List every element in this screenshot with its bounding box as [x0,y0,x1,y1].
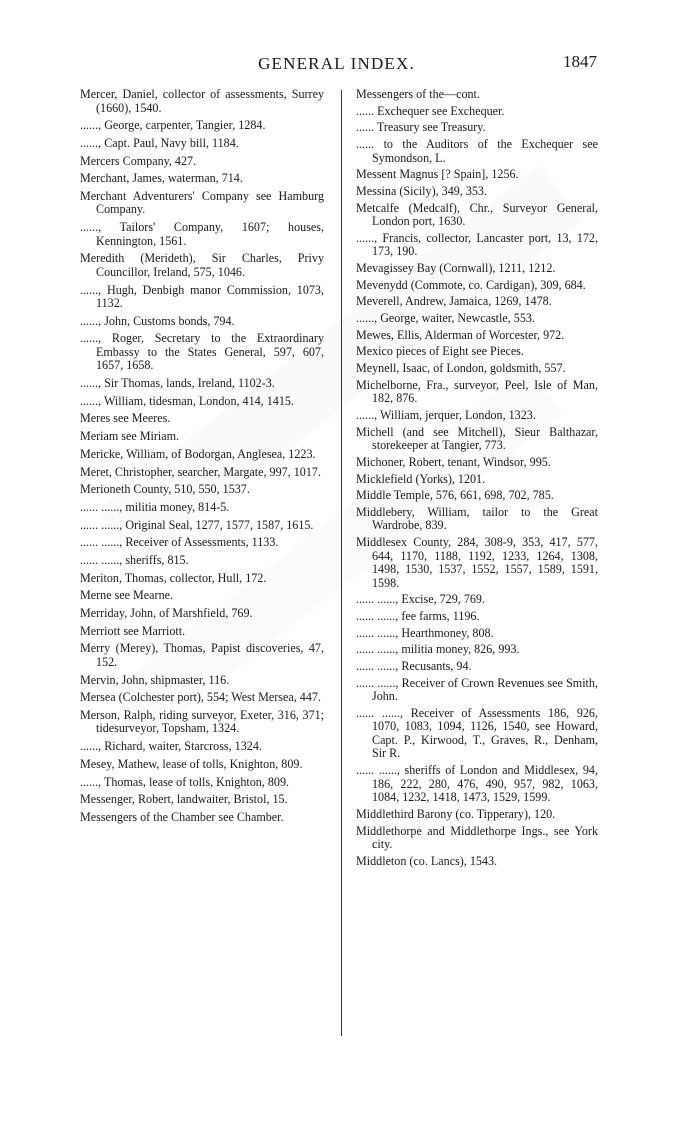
index-entry: Mewes, Ellis, Alderman of Worcester, 972. [356,327,565,342]
index-entry: ...... ......, militia money, 826, 993. [356,642,520,657]
index-entry: ......, Capt. Paul, Navy bill, 1184. [80,135,239,150]
index-entry: ......, George, carpenter, Tangier, 1284. [80,118,266,133]
index-entry: ...... ......, Excise, 729, 769. [356,592,485,607]
index-entry: Middle Temple, 576, 661, 698, 702, 785. [356,488,554,503]
index-entry: Merriday, John, of Marshfield, 769. [80,606,253,620]
index-entry: ...... ......, militia money, 814-5. [80,499,230,514]
index-entry: ...... ......, Recusants, 94. [356,659,472,674]
index-entry: ......, John, Customs bonds, 794. [80,313,235,328]
index-entry: Mervin, John, shipmaster, 116. [80,672,230,687]
index-entry: ......, Francis, collector, Lancaster port, 13, 172, 173, 190. [356,230,598,259]
index-entry: Mericke, William, of Bodorgan, Anglesea, 1223. [80,446,316,461]
index-entry: Meres see Meeres. [80,411,171,426]
index-entry: ...... ......, Hearthmoney, 808. [356,625,494,640]
index-entry: Meredith (Merideth), Sir Charles, Privy Councillor, Ireland, 575, 1046. [80,251,324,279]
index-entry: Merson, Ralph, riding surveyor, Exeter, 316, 371; tidesurveyor, Topsham, 1324. [80,707,324,736]
index-entry: ......, Hugh, Denbigh manor Commission, 1073, 1132. [80,282,324,310]
index-entry: Meriam see Miriam. [80,429,180,444]
index-entry: Messina (Sicily), 349, 353. [356,183,488,198]
index-entry: Messent Magnus [? Spain], 1256. [356,167,519,182]
index-entry: Mercers Company, 427. [80,153,197,168]
index-entry: Mercer, Daniel, collector of assessments, Surrey (1660), 1540. [80,87,324,115]
index-entry: Meverell, Andrew, Jamaica, 1269, 1478. [356,294,552,309]
index-entry: Meret, Christopher, searcher, Margate, 997, 1017. [80,464,321,479]
index-entry: Metcalfe (Medcalf), Chr., Surveyor General, London port, 1630. [356,200,598,229]
index-entry: Merioneth County, 510, 550, 1537. [80,482,250,497]
page-number: 1847 [563,52,597,71]
index-entry: ...... ......, fee farms, 1196. [356,609,480,623]
index-entry: Meynell, Isaac, of London, goldsmith, 557. [356,361,566,376]
index-entry: ...... Exchequer see Exchequer. [356,103,505,118]
index-entry: ...... Treasury see Treasury. [356,120,486,135]
index-entry: Merchant Adventurers' Company see Hamburg Company. [80,188,324,217]
index-entry: Messenger, Robert, landwaiter, Bristol, 15. [80,792,288,807]
index-entry: Michelborne, Fra., surveyor, Peel, Isle of Man, 182, 876. [356,377,598,406]
index-entry: ...... ......, Receiver of Assessments 186, 926, 1070, 1083, 1094, 1126, 1540, see Howard, Capt. P., Kirwood, T., Graves, R., Denham, Sir R. [356,705,598,761]
index-entry: ...... ......, Receiver of Crown Revenues see Smith, John. [356,675,598,704]
index-entry: Merchant, James, waterman, 714. [80,171,243,186]
index-entry: ......, William, jerquer, London, 1323. [356,408,536,422]
index-entry: ...... ......, Original Seal, 1277, 1577, 1587, 1615. [80,517,314,532]
index-entry: Merry (Merey), Thomas, Papist discoveries, 47, 152. [80,641,324,669]
index-entry: Messengers of the—cont. [356,87,480,101]
index-entry: ......, George, waiter, Newcastle, 553. [356,311,535,326]
index-entry: ...... ......, Receiver of Assessments, 1133. [80,535,279,550]
index-entry: Middlethorpe and Middlethorpe Ings., see York city. [356,823,598,851]
index-column-left [80,88,324,829]
index-entry: Middlethird Barony (co. Tipperary), 120. [356,806,556,821]
index-entry: ......, Roger, Secretary to the Extraordinary Embassy to the States General, 597, 607, 1657, 1658. [80,331,324,373]
index-entry: ......, Richard, waiter, Starcross, 1324. [80,739,262,754]
index-entry: ......, Thomas, lease of tolls, Knighton, 809. [80,774,290,789]
index-entry: Messengers of the Chamber see Chamber. [80,809,284,824]
index-entry: ...... ......, sheriffs of London and Middlesex, 94, 186, 222, 280, 476, 490, 957, 982, 1063, 1084, 1232, 1418, 1473, 1529, 1599. [356,763,598,805]
index-entry: Meriton, Thomas, collector, Hull, 172. [80,570,267,585]
index-entry: ......, Tailors' Company, 1607; houses, Kennington, 1561. [80,220,324,248]
index-entry: Michell (and see Mitchell), Sieur Balthazar, storekeeper at Tangier, 773. [356,424,598,453]
index-entry: Mersea (Colchester port), 554; West Mersea, 447. [80,690,321,705]
index-entry: Mevenydd (Commote, co. Cardigan), 309, 684. [356,277,586,292]
index-entry: Middlesex County, 284, 308-9, 353, 417, 577, 644, 1170, 1188, 1192, 1233, 1264, 1308, 1498, 1530, 1537, 1552, 1557, 1589, 1591, 1598. [356,535,598,590]
page-header [0,52,673,78]
index-entry: ...... ......, sheriffs, 815. [80,552,189,567]
index-entry: Michoner, Robert, tenant, Windsor, 995. [356,454,551,469]
index-entry: ......, Sir Thomas, lands, Ireland, 1102-3. [80,376,275,391]
column-divider [341,90,342,1036]
index-entry: Mexico pieces of Eight see Pieces. [356,344,524,359]
index-entry: Middlebery, William, tailor to the Great Wardrobe, 839. [356,504,598,533]
index-entry: Merriott see Marriott. [80,623,186,638]
index-entry: Mesey, Mathew, lease of tolls, Knighton, 809. [80,756,303,771]
page-title: GENERAL INDEX. [258,54,415,73]
index-entry: Middleton (co. Lancs), 1543. [356,853,498,868]
index-entry: Micklefield (Yorks), 1201. [356,471,486,486]
index-entry: Merne see Mearne. [80,588,174,603]
index-entry: ......, William, tidesman, London, 414, 1415. [80,393,294,408]
index-column-right [356,88,598,871]
index-entry: ...... to the Auditors of the Exchequer see Symondson, L. [356,137,598,165]
index-entry: Mevagissey Bay (Cornwall), 1211, 1212. [356,261,556,275]
